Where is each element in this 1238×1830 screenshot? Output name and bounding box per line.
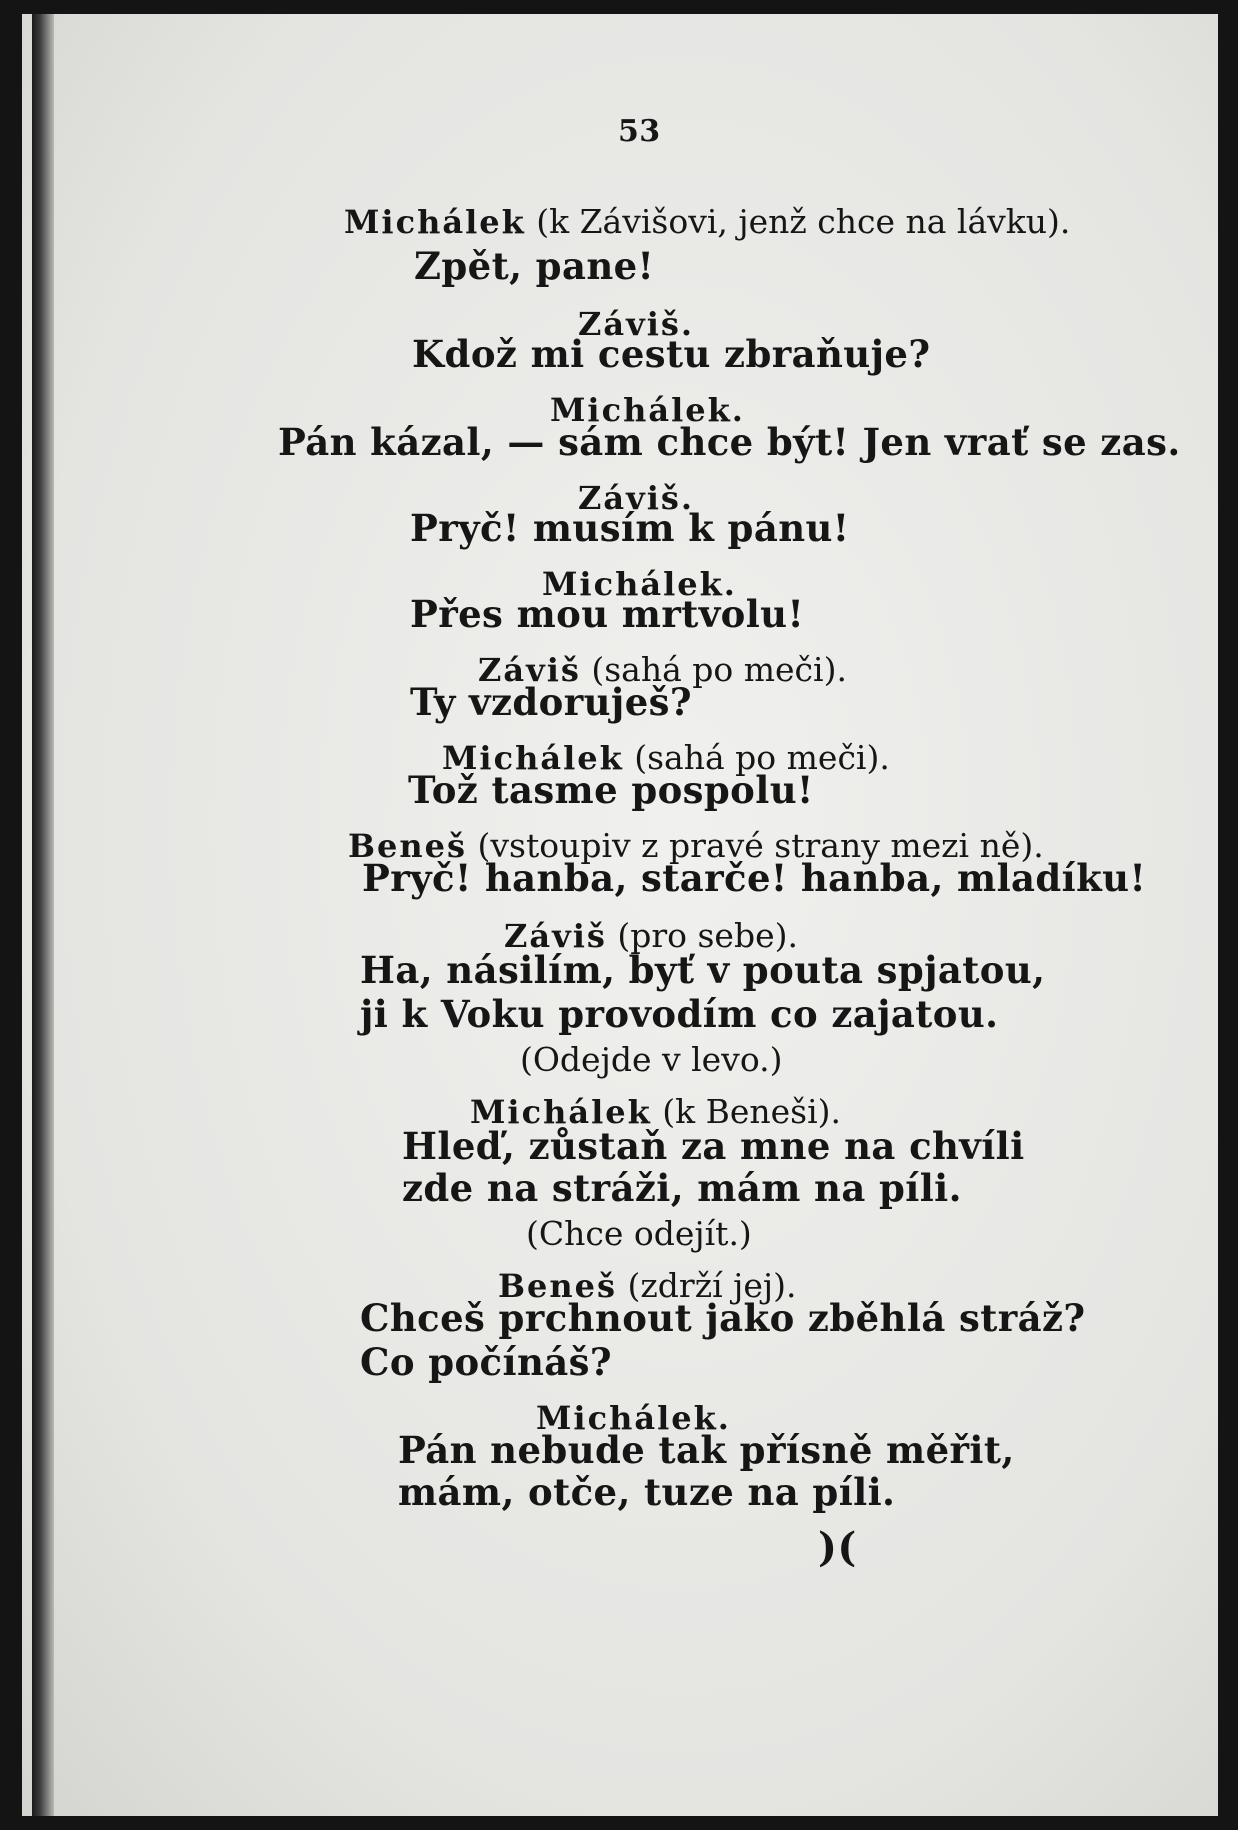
verse-line: Pryč! hanba, starče! hanba, mladíku!	[362, 856, 1147, 900]
verse-line: Pán nebude tak přísně měřit,	[398, 1428, 1015, 1472]
speaker-name: Michálek	[470, 1093, 652, 1131]
verse-line: Ty vzdoruješ?	[410, 680, 692, 724]
speaker-name: Záviš	[478, 651, 581, 689]
verse-line: mám, otče, tuze na píli.	[398, 1470, 896, 1514]
speaker-name: Michálek	[344, 203, 526, 241]
page-number: 53	[618, 114, 661, 149]
speaker-name: Michálek.	[550, 391, 745, 429]
speaker-name: Záviš.	[578, 305, 694, 343]
stage-direction: (vstoupiv z pravé strany mezi ně).	[467, 826, 1044, 865]
speaker-name: Beneš	[348, 827, 468, 865]
speaker-name: Záviš	[504, 917, 607, 955]
book-spine	[32, 14, 54, 1816]
stage-direction: (sahá po meči).	[623, 738, 890, 777]
verse-line: Pryč! musím k pánu!	[410, 506, 850, 550]
stage-direction: (k Závišovi, jenž chce na lávku).	[525, 202, 1071, 241]
stage-direction: (k Benešі).	[651, 1092, 842, 1131]
book-page	[22, 14, 1218, 1816]
verse-line: Pán kázal, — sám chce být! Jen vrať se zas.	[278, 420, 1181, 464]
verse-line: Chceš prchnout jako zběhlá stráž?	[360, 1296, 1086, 1340]
stage-direction: (Odejde v levo.)	[520, 1040, 783, 1079]
catchword-mark: )(	[818, 1524, 857, 1571]
verse-line: ji k Voku provodím co zajatou.	[360, 992, 999, 1036]
speaker-name: Beneš	[498, 1267, 618, 1305]
verse-line: Zpět, pane!	[414, 244, 655, 288]
stage-direction: (Chce odejít.)	[526, 1214, 752, 1253]
verse-line: Ha, násilím, byť v pouta spjatou,	[360, 948, 1046, 992]
speaker-name: Michálek	[442, 739, 624, 777]
speaker-line	[344, 198, 1070, 242]
speaker-name: Michálek.	[536, 1399, 731, 1437]
verse-line: Co počínáš?	[360, 1340, 612, 1384]
stage-direction: (sahá po meči).	[580, 650, 847, 689]
speaker-name: Záviš.	[578, 479, 694, 517]
stage-direction: (zdrží jej).	[617, 1266, 797, 1305]
verse-line: Hleď, zůstaň za mne na chvíli	[402, 1124, 1025, 1168]
stage-direction: (pro sebe).	[606, 916, 798, 955]
speaker-name: Michálek.	[542, 565, 737, 603]
verse-line: Přes mou mrtvolu!	[410, 592, 805, 636]
verse-line: zde na stráži, mám na píli.	[402, 1166, 962, 1210]
verse-line: Tož tasme pospolu!	[408, 768, 814, 812]
verse-line: Kdož mi cestu zbraňuje?	[412, 332, 931, 376]
